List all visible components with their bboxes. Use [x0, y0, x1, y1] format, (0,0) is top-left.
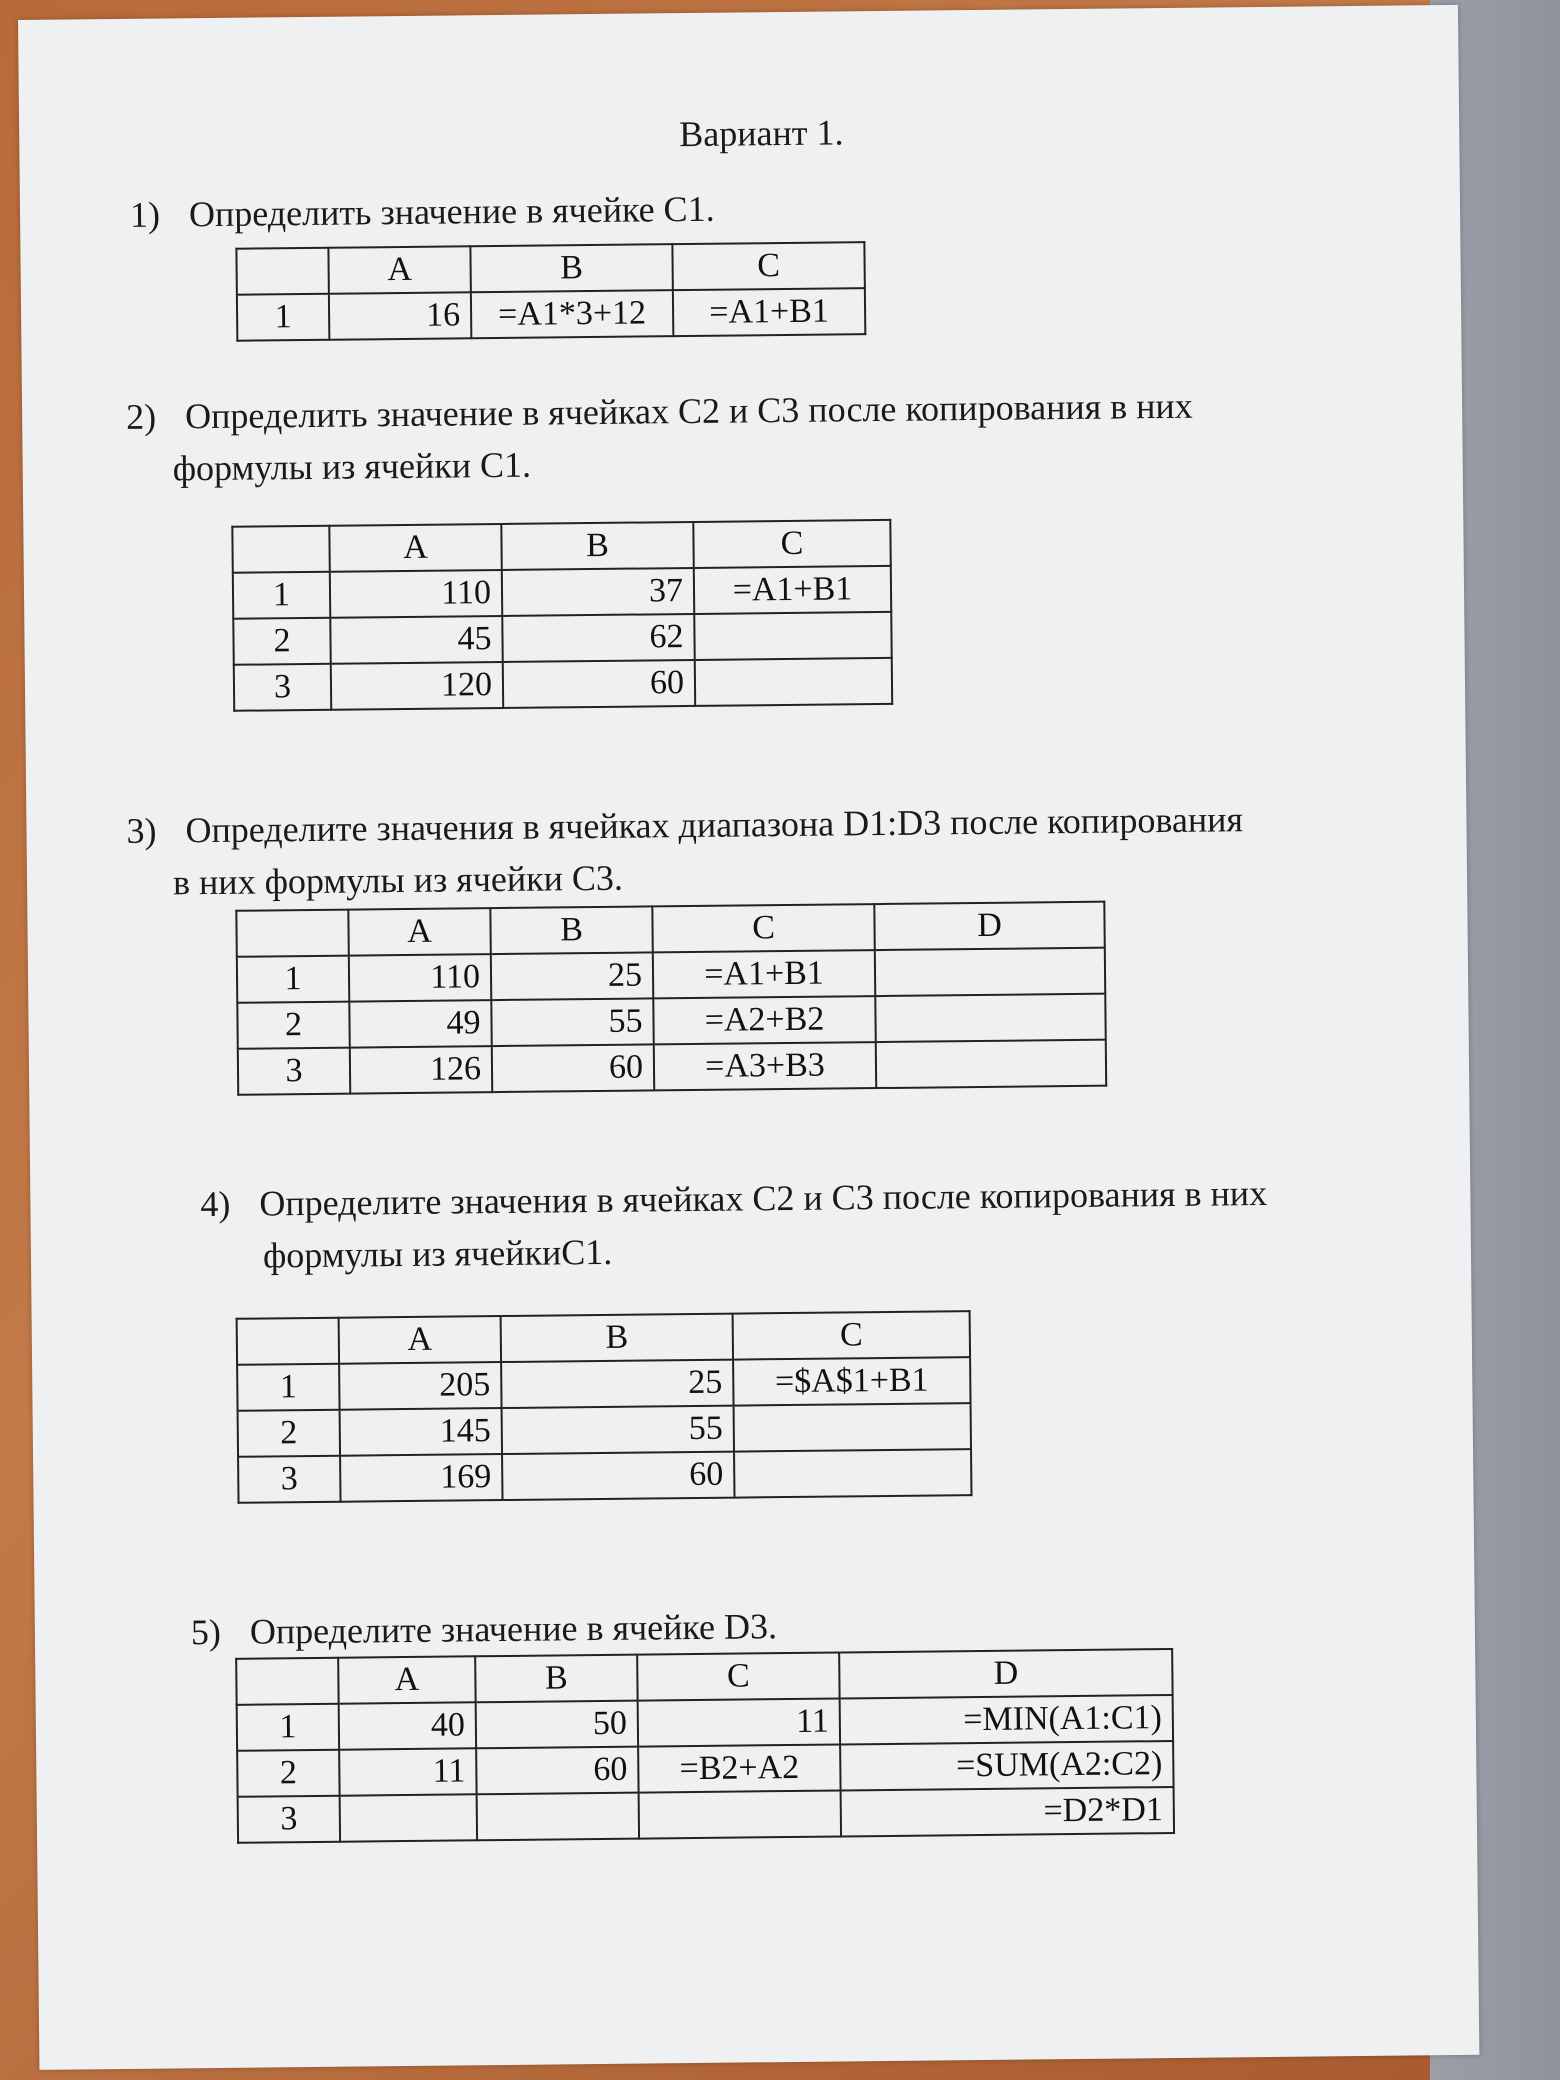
cell: [477, 1793, 639, 1841]
task-4-text-line1: Определите значения в ячейках C2 и C3 после копирования в них: [259, 1172, 1268, 1224]
header-cell: [237, 1318, 339, 1365]
cell: 11: [638, 1698, 840, 1746]
cell: 169: [340, 1454, 502, 1502]
cell: =A3+B3: [654, 1042, 876, 1090]
task-3-text-line2: в них формулы из ячейки C3.: [172, 857, 624, 903]
cell: 110: [349, 954, 491, 1001]
task-5-number: 5): [190, 1611, 222, 1653]
table-row: [238, 1449, 971, 1503]
row-number-cell: 3: [238, 1456, 340, 1503]
row-number-cell: 1: [237, 956, 349, 1003]
task-4-question: [200, 1167, 1268, 1282]
header-cell: B: [501, 1314, 733, 1362]
cell: [875, 994, 1105, 1042]
table-row: [233, 612, 891, 665]
cell: 49: [349, 1000, 491, 1047]
row-number-cell: 1: [237, 1364, 339, 1411]
cell: 55: [491, 998, 653, 1046]
cell: =A1+B1: [673, 288, 865, 336]
cell: =A1+B1: [653, 950, 875, 998]
row-number-cell: 3: [234, 664, 331, 711]
cell: 60: [492, 1044, 654, 1092]
task-1-text: Определить значение в ячейке C1.: [188, 188, 715, 235]
task-1-table: [235, 241, 866, 342]
cell: 37: [502, 568, 694, 616]
cell: [734, 1403, 971, 1451]
cell: 45: [330, 616, 502, 664]
header-cell: C: [637, 1652, 839, 1700]
page-title: Вариант 1.: [679, 112, 844, 155]
header-cell: A: [328, 246, 470, 293]
cell: [876, 1040, 1106, 1088]
table-header-row: [236, 242, 864, 295]
task-3-number: 3): [126, 810, 157, 851]
header-cell: A: [329, 524, 501, 572]
cell: =$A$1+B1: [733, 1357, 970, 1405]
header-cell: B: [490, 906, 652, 954]
cell: 120: [331, 662, 503, 710]
cell: 50: [476, 1701, 638, 1749]
cell: =A1+B1: [694, 566, 891, 614]
cell: 126: [350, 1046, 492, 1093]
worksheet-paper: [18, 5, 1479, 2070]
header-cell: C: [693, 520, 890, 568]
cell: =MIN(A1:C1): [840, 1695, 1173, 1744]
cell: [875, 948, 1105, 996]
row-number-cell: 2: [238, 1410, 340, 1457]
header-cell: B: [501, 522, 693, 570]
row-number-cell: 3: [238, 1048, 350, 1095]
cell: [639, 1790, 841, 1838]
task-1-number: 1): [129, 194, 161, 235]
header-cell: [232, 526, 329, 573]
task-3-text-line1: Определите значения в ячейках диапазона D1:D3 после копирования: [185, 799, 1244, 851]
table-row: [233, 566, 891, 619]
row-number-cell: 3: [238, 1796, 340, 1843]
header-cell: [236, 248, 328, 295]
header-cell: C: [733, 1311, 970, 1359]
task-2-table: [231, 519, 893, 712]
header-cell: [236, 910, 348, 957]
row-number-cell: 1: [237, 294, 329, 341]
cell: =A1*3+12: [471, 290, 673, 338]
cell: =B2+A2: [638, 1744, 840, 1792]
cell: =D2*D1: [841, 1787, 1174, 1836]
task-4-number: 4): [200, 1183, 231, 1225]
row-number-cell: 2: [237, 1002, 349, 1049]
cell: 25: [501, 1360, 733, 1408]
table-header-row: [232, 520, 890, 573]
table-row: [238, 1403, 971, 1457]
task-2-text-line1: Определить значение в ячейках C2 и C3 после копирования в них: [184, 385, 1193, 437]
cell: [695, 658, 892, 706]
cell: 110: [330, 570, 502, 618]
cell: =SUM(A2:C2): [840, 1741, 1173, 1790]
header-cell: [236, 1658, 338, 1705]
cell: 62: [502, 614, 694, 662]
header-cell: C: [672, 242, 864, 290]
cell: 11: [339, 1748, 476, 1795]
cell: [694, 612, 891, 660]
task-4-text-line2: формулы из ячейкиC1.: [262, 1231, 613, 1276]
task-5-question: [191, 1600, 778, 1658]
row-number-cell: 2: [233, 618, 330, 665]
cell: 145: [340, 1408, 502, 1456]
header-cell: A: [339, 1316, 501, 1364]
table-row: [237, 1357, 970, 1411]
cell: 60: [476, 1747, 638, 1795]
cell: [734, 1449, 971, 1497]
cell: 205: [339, 1362, 501, 1410]
header-cell: A: [338, 1656, 475, 1703]
header-cell: A: [348, 908, 490, 955]
task-5-text: Определите значение в ячейке D3.: [249, 1606, 778, 1652]
cell: 16: [329, 292, 471, 339]
header-cell: D: [839, 1649, 1172, 1698]
row-number-cell: 1: [233, 572, 330, 619]
cell: 60: [503, 660, 695, 708]
table-row: [238, 1787, 1174, 1843]
task-2-question: [126, 380, 1194, 495]
cell: 60: [502, 1452, 734, 1500]
task-2-text-line2: формулы из ячейки C1.: [172, 444, 532, 489]
task-2-number: 2): [125, 396, 157, 437]
header-cell: B: [475, 1655, 637, 1703]
row-number-cell: 2: [237, 1750, 339, 1797]
table-row: [238, 1040, 1106, 1095]
cell: 55: [502, 1406, 734, 1454]
task-1-question: [130, 183, 715, 241]
row-number-cell: 1: [237, 1704, 339, 1751]
table-row: [234, 658, 892, 711]
cell: [340, 1794, 477, 1841]
task-5-table: [235, 1648, 1175, 1844]
header-cell: B: [470, 244, 672, 292]
header-cell: D: [874, 902, 1104, 950]
table-row: [237, 288, 865, 341]
table-header-row: [237, 1311, 970, 1365]
cell: 40: [339, 1702, 476, 1749]
header-cell: C: [652, 904, 874, 952]
task-3-question: [126, 793, 1244, 909]
cell: 25: [491, 952, 653, 1000]
cell: =A2+B2: [653, 996, 875, 1044]
task-3-table: [235, 901, 1107, 1096]
task-4-table: [236, 1310, 973, 1504]
